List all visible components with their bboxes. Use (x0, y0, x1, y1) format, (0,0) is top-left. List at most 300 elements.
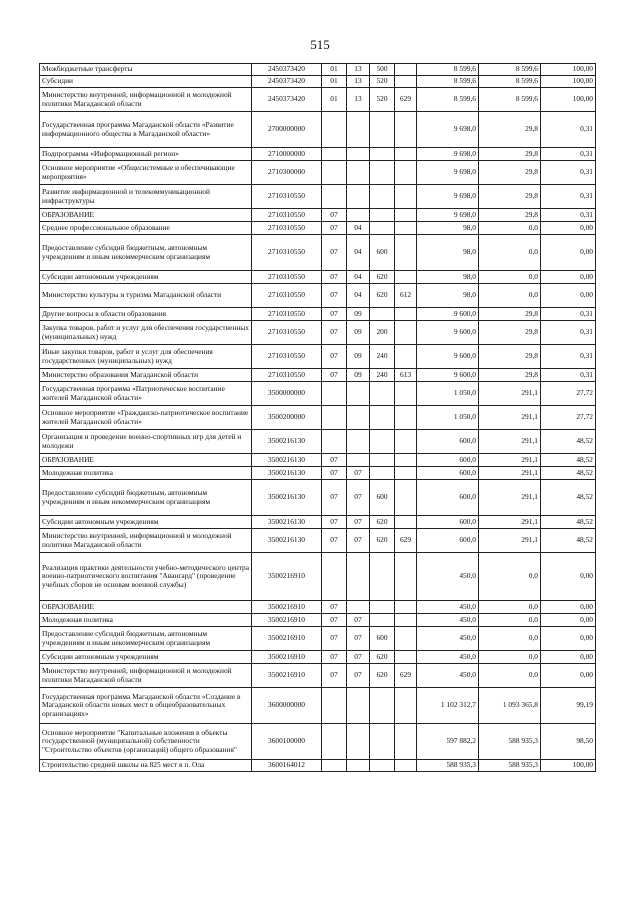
row-admin-code (395, 382, 417, 406)
table-row (40, 467, 596, 480)
row-section: 07 (322, 664, 347, 688)
row-section: 07 (322, 601, 347, 614)
table-row (40, 88, 596, 112)
row-percent: 48,52 (541, 430, 596, 454)
row-target-code: 3500200000 (252, 406, 322, 430)
table-row (40, 406, 596, 430)
row-admin-code: 612 (395, 284, 417, 308)
table-body (40, 64, 596, 772)
row-admin-code (395, 222, 417, 235)
row-admin-code (395, 148, 417, 161)
row-plan: 600,0 (417, 516, 479, 529)
row-percent: 48,52 (541, 529, 596, 553)
row-admin-code (395, 454, 417, 467)
row-actual: 291,1 (479, 529, 541, 553)
row-name: Государственная программа Магаданской области «Развитие информационного общества в Магаданской области» (40, 112, 252, 148)
row-expense-type (370, 406, 395, 430)
row-name: Реализация практики деятельности учебно-методического центра военно-патриотического воспитания "Авангард" (проведение учебных сборов не основам военной службы) (40, 553, 252, 601)
row-target-code: 2450373420 (252, 76, 322, 88)
row-plan: 9 698,0 (417, 185, 479, 209)
row-target-code: 2710310550 (252, 185, 322, 209)
row-expense-type: 500 (370, 64, 395, 76)
row-target-code: 2710310550 (252, 369, 322, 382)
row-admin-code (395, 614, 417, 627)
row-actual: 0,0 (479, 235, 541, 271)
row-target-code: 3500000000 (252, 382, 322, 406)
row-target-code: 3500216910 (252, 664, 322, 688)
row-plan: 9 698,0 (417, 161, 479, 185)
row-name: Развитие информационной и телекоммуникационной инфраструктуры (40, 185, 252, 209)
row-name: Государственная программа Магаданской области «Создание в Магаданской области новых мест в общеобразовательных организациях» (40, 688, 252, 724)
row-name: Строительство средней школы на 825 мест в п. Ола (40, 760, 252, 772)
row-section: 07 (322, 284, 347, 308)
row-expense-type (370, 148, 395, 161)
row-subsection: 13 (347, 76, 370, 88)
row-expense-type: 600 (370, 627, 395, 651)
row-expense-type (370, 553, 395, 601)
row-admin-code: 629 (395, 529, 417, 553)
row-actual: 0,0 (479, 222, 541, 235)
row-percent: 48,52 (541, 480, 596, 516)
row-target-code: 2450373420 (252, 64, 322, 76)
row-admin-code (395, 760, 417, 772)
row-subsection (347, 454, 370, 467)
row-percent: 27,72 (541, 406, 596, 430)
row-subsection: 13 (347, 64, 370, 76)
row-section (322, 112, 347, 148)
row-percent: 98,50 (541, 724, 596, 760)
row-actual: 291,1 (479, 480, 541, 516)
table-row (40, 760, 596, 772)
row-name: ОБРАЗОВАНИЕ (40, 209, 252, 222)
row-admin-code (395, 480, 417, 516)
row-expense-type (370, 308, 395, 321)
row-section: 07 (322, 271, 347, 284)
row-subsection: 07 (347, 614, 370, 627)
row-expense-type (370, 222, 395, 235)
row-subsection (347, 688, 370, 724)
row-percent: 0,31 (541, 308, 596, 321)
row-admin-code: 629 (395, 664, 417, 688)
row-section (322, 185, 347, 209)
table-row (40, 148, 596, 161)
row-admin-code (395, 553, 417, 601)
row-name: Субсидии автономным учреждениям (40, 271, 252, 284)
row-plan: 9 600,0 (417, 345, 479, 369)
row-subsection (347, 185, 370, 209)
row-actual: 29,8 (479, 112, 541, 148)
row-admin-code (395, 161, 417, 185)
row-actual: 0,0 (479, 553, 541, 601)
row-actual: 0,0 (479, 614, 541, 627)
row-target-code: 3500216910 (252, 614, 322, 627)
row-plan: 600,0 (417, 430, 479, 454)
table-row (40, 454, 596, 467)
row-plan: 8 599,6 (417, 88, 479, 112)
row-admin-code (395, 321, 417, 345)
row-expense-type: 520 (370, 88, 395, 112)
row-admin-code (395, 688, 417, 724)
row-subsection (347, 382, 370, 406)
row-subsection: 04 (347, 271, 370, 284)
row-name: Субсидии автономным учреждениям (40, 516, 252, 529)
row-target-code: 2450373420 (252, 88, 322, 112)
table-row (40, 627, 596, 651)
row-expense-type: 620 (370, 284, 395, 308)
row-subsection (347, 760, 370, 772)
row-percent: 27,72 (541, 382, 596, 406)
table-row (40, 480, 596, 516)
table-row (40, 601, 596, 614)
row-target-code: 2710310550 (252, 345, 322, 369)
table-row (40, 321, 596, 345)
row-name: Закупка товаров, работ и услуг для обеспечения государственных (муниципальных) нужд (40, 321, 252, 345)
row-admin-code (395, 601, 417, 614)
row-admin-code (395, 235, 417, 271)
row-target-code: 3600164012 (252, 760, 322, 772)
row-plan: 450,0 (417, 553, 479, 601)
row-expense-type (370, 688, 395, 724)
row-actual: 291,1 (479, 382, 541, 406)
row-plan: 450,0 (417, 601, 479, 614)
table-row (40, 284, 596, 308)
row-expense-type: 620 (370, 664, 395, 688)
row-actual: 291,1 (479, 516, 541, 529)
table-row (40, 688, 596, 724)
row-actual: 29,8 (479, 308, 541, 321)
row-actual: 8 599,6 (479, 88, 541, 112)
row-section (322, 406, 347, 430)
row-name: Основное мероприятие "Капитальные вложения в объекты государственной (муниципальной) собственности "Строительство объектов (организаций) общего образования" (40, 724, 252, 760)
budget-table (39, 63, 596, 772)
row-subsection: 09 (347, 321, 370, 345)
table-row (40, 651, 596, 664)
row-subsection: 07 (347, 516, 370, 529)
row-target-code: 2710310550 (252, 284, 322, 308)
row-section: 07 (322, 308, 347, 321)
table-row (40, 553, 596, 601)
row-admin-code (395, 185, 417, 209)
row-percent: 0,00 (541, 235, 596, 271)
row-name: Министерство образования Магаданской области (40, 369, 252, 382)
row-actual: 291,1 (479, 467, 541, 480)
row-admin-code (395, 308, 417, 321)
row-name: Межбюджетные трансферты (40, 64, 252, 76)
row-actual: 8 599,6 (479, 76, 541, 88)
table-row (40, 345, 596, 369)
row-name: Организация и проведение военно-спортивных игр для детей и молодежи (40, 430, 252, 454)
row-target-code: 2710310550 (252, 235, 322, 271)
row-target-code: 2710310550 (252, 209, 322, 222)
row-section: 07 (322, 627, 347, 651)
row-name: Подпрограмма «Информационный регион» (40, 148, 252, 161)
row-percent: 0,31 (541, 161, 596, 185)
row-plan: 600,0 (417, 467, 479, 480)
row-target-code: 2710000000 (252, 148, 322, 161)
row-expense-type (370, 185, 395, 209)
row-admin-code (395, 345, 417, 369)
row-name: Другие вопросы в области образования (40, 308, 252, 321)
row-subsection: 07 (347, 529, 370, 553)
row-percent: 0,31 (541, 209, 596, 222)
row-plan: 98,0 (417, 235, 479, 271)
row-subsection: 04 (347, 235, 370, 271)
row-subsection (347, 112, 370, 148)
row-actual: 29,8 (479, 148, 541, 161)
row-expense-type: 600 (370, 235, 395, 271)
row-actual: 1 093 365,8 (479, 688, 541, 724)
table-row (40, 516, 596, 529)
row-admin-code (395, 76, 417, 88)
row-subsection: 09 (347, 369, 370, 382)
row-section (322, 688, 347, 724)
row-subsection (347, 553, 370, 601)
row-percent: 0,00 (541, 664, 596, 688)
row-plan: 98,0 (417, 271, 479, 284)
row-percent: 100,00 (541, 76, 596, 88)
row-target-code: 2710310550 (252, 321, 322, 345)
row-percent: 0,00 (541, 284, 596, 308)
row-subsection: 07 (347, 627, 370, 651)
row-section: 01 (322, 88, 347, 112)
row-admin-code (395, 112, 417, 148)
row-percent: 0,00 (541, 614, 596, 627)
row-section: 01 (322, 64, 347, 76)
row-percent: 48,52 (541, 516, 596, 529)
row-expense-type: 200 (370, 321, 395, 345)
table-row (40, 235, 596, 271)
row-percent: 0,31 (541, 185, 596, 209)
row-actual: 29,8 (479, 185, 541, 209)
table-row (40, 222, 596, 235)
row-expense-type: 620 (370, 529, 395, 553)
row-section: 07 (322, 614, 347, 627)
row-name: Министерство внутренней, информационной и молодежной политики Магаданской области (40, 88, 252, 112)
row-expense-type: 240 (370, 345, 395, 369)
table-row (40, 209, 596, 222)
row-percent: 0,00 (541, 553, 596, 601)
row-plan: 1 102 312,7 (417, 688, 479, 724)
row-name: Основное мероприятие «Гражданско-патриотическое воспитание жителей Магаданской области» (40, 406, 252, 430)
row-section: 07 (322, 209, 347, 222)
row-percent: 0,31 (541, 112, 596, 148)
row-plan: 9 698,0 (417, 112, 479, 148)
row-actual: 588 935,3 (479, 724, 541, 760)
row-percent: 0,00 (541, 601, 596, 614)
row-admin-code (395, 406, 417, 430)
row-target-code: 3500216130 (252, 480, 322, 516)
table-row (40, 724, 596, 760)
table-row (40, 664, 596, 688)
row-percent: 0,31 (541, 345, 596, 369)
row-expense-type: 620 (370, 271, 395, 284)
row-plan: 9 600,0 (417, 321, 479, 345)
row-expense-type (370, 467, 395, 480)
row-plan: 588 935,3 (417, 760, 479, 772)
row-expense-type: 600 (370, 480, 395, 516)
row-section (322, 760, 347, 772)
row-plan: 597 882,2 (417, 724, 479, 760)
row-name: ОБРАЗОВАНИЕ (40, 601, 252, 614)
row-actual: 291,1 (479, 454, 541, 467)
row-name: Министерство внутренней, информационной и молодежной политики Магаданской области (40, 529, 252, 553)
row-section: 07 (322, 467, 347, 480)
row-percent: 0,00 (541, 651, 596, 664)
row-target-code: 3500216130 (252, 529, 322, 553)
row-section: 07 (322, 235, 347, 271)
row-section (322, 382, 347, 406)
table-row (40, 369, 596, 382)
row-actual: 29,8 (479, 345, 541, 369)
row-target-code: 3500216130 (252, 467, 322, 480)
row-plan: 9 600,0 (417, 308, 479, 321)
row-section: 07 (322, 651, 347, 664)
row-actual: 0,0 (479, 627, 541, 651)
row-plan: 450,0 (417, 614, 479, 627)
row-section: 07 (322, 516, 347, 529)
row-expense-type (370, 161, 395, 185)
row-section: 07 (322, 222, 347, 235)
table-row (40, 308, 596, 321)
row-plan: 9 698,0 (417, 209, 479, 222)
row-plan: 9 698,0 (417, 148, 479, 161)
row-actual: 0,0 (479, 664, 541, 688)
row-plan: 600,0 (417, 480, 479, 516)
row-name: Предоставление субсидий бюджетным, автономным учреждениям и иным некоммерческим организациям (40, 235, 252, 271)
row-target-code: 3500216910 (252, 601, 322, 614)
row-percent: 48,52 (541, 454, 596, 467)
page-number: 515 (310, 37, 330, 52)
table-row (40, 185, 596, 209)
row-expense-type (370, 454, 395, 467)
row-target-code: 3500216910 (252, 553, 322, 601)
row-actual: 29,8 (479, 209, 541, 222)
row-plan: 450,0 (417, 651, 479, 664)
table-row (40, 614, 596, 627)
row-admin-code (395, 64, 417, 76)
row-section: 07 (322, 454, 347, 467)
row-expense-type (370, 724, 395, 760)
row-percent: 0,00 (541, 271, 596, 284)
table-row (40, 76, 596, 88)
row-actual: 588 935,3 (479, 760, 541, 772)
row-section (322, 430, 347, 454)
row-plan: 98,0 (417, 222, 479, 235)
row-subsection: 09 (347, 308, 370, 321)
row-section: 07 (322, 529, 347, 553)
row-subsection: 07 (347, 664, 370, 688)
row-subsection (347, 209, 370, 222)
row-section: 07 (322, 369, 347, 382)
row-section: 07 (322, 345, 347, 369)
row-admin-code (395, 627, 417, 651)
row-subsection: 07 (347, 467, 370, 480)
row-target-code: 3500216130 (252, 454, 322, 467)
row-actual: 0,0 (479, 601, 541, 614)
row-actual: 8 599,6 (479, 64, 541, 76)
row-plan: 1 050,0 (417, 382, 479, 406)
table-row (40, 430, 596, 454)
row-subsection: 07 (347, 651, 370, 664)
row-expense-type (370, 209, 395, 222)
row-percent: 0,00 (541, 222, 596, 235)
row-subsection (347, 161, 370, 185)
row-percent: 100,00 (541, 64, 596, 76)
row-name: Молодежная политика (40, 467, 252, 480)
row-actual: 0,0 (479, 651, 541, 664)
table-row (40, 64, 596, 76)
row-percent: 100,00 (541, 88, 596, 112)
row-expense-type: 620 (370, 651, 395, 664)
row-name: Иные закупки товаров, работ и услуг для обеспечения государственных (муниципальных) нужд (40, 345, 252, 369)
row-name: ОБРАЗОВАНИЕ (40, 454, 252, 467)
row-name: Молодежная политика (40, 614, 252, 627)
row-admin-code (395, 271, 417, 284)
table-row (40, 529, 596, 553)
row-subsection: 04 (347, 284, 370, 308)
row-plan: 600,0 (417, 529, 479, 553)
row-section: 01 (322, 76, 347, 88)
row-percent: 0,31 (541, 321, 596, 345)
row-name: Министерство внутренней, информационной и молодежной политики Магаданской области (40, 664, 252, 688)
row-expense-type (370, 112, 395, 148)
row-target-code: 3500216910 (252, 627, 322, 651)
row-plan: 450,0 (417, 664, 479, 688)
row-subsection (347, 406, 370, 430)
row-plan: 8 599,6 (417, 76, 479, 88)
row-target-code: 2710310550 (252, 222, 322, 235)
row-percent: 0,31 (541, 369, 596, 382)
row-name: Субсидии автономным учреждениям (40, 651, 252, 664)
row-expense-type (370, 601, 395, 614)
row-target-code: 2710300000 (252, 161, 322, 185)
row-actual: 29,8 (479, 161, 541, 185)
row-admin-code: 613 (395, 369, 417, 382)
row-target-code: 3600000000 (252, 688, 322, 724)
row-percent: 0,00 (541, 627, 596, 651)
row-expense-type: 240 (370, 369, 395, 382)
row-expense-type (370, 760, 395, 772)
row-target-code: 3500216910 (252, 651, 322, 664)
row-plan: 9 600,0 (417, 369, 479, 382)
row-expense-type: 520 (370, 76, 395, 88)
row-subsection: 09 (347, 345, 370, 369)
row-section: 07 (322, 321, 347, 345)
row-expense-type: 620 (370, 516, 395, 529)
row-admin-code: 629 (395, 88, 417, 112)
row-actual: 291,1 (479, 406, 541, 430)
row-admin-code (395, 209, 417, 222)
row-subsection (347, 430, 370, 454)
row-percent: 0,31 (541, 148, 596, 161)
row-section (322, 148, 347, 161)
table-row (40, 112, 596, 148)
row-section (322, 553, 347, 601)
row-actual: 29,8 (479, 321, 541, 345)
row-subsection (347, 724, 370, 760)
table-row (40, 161, 596, 185)
row-plan: 98,0 (417, 284, 479, 308)
row-name: Министерство культуры и туризма Магаданской области (40, 284, 252, 308)
row-subsection (347, 601, 370, 614)
row-name: Основное мероприятие «Общесистемные и обеспечивающие мероприятия» (40, 161, 252, 185)
row-subsection (347, 148, 370, 161)
row-section (322, 724, 347, 760)
row-subsection: 07 (347, 480, 370, 516)
row-section: 07 (322, 480, 347, 516)
row-actual: 0,0 (479, 271, 541, 284)
row-actual: 291,1 (479, 430, 541, 454)
